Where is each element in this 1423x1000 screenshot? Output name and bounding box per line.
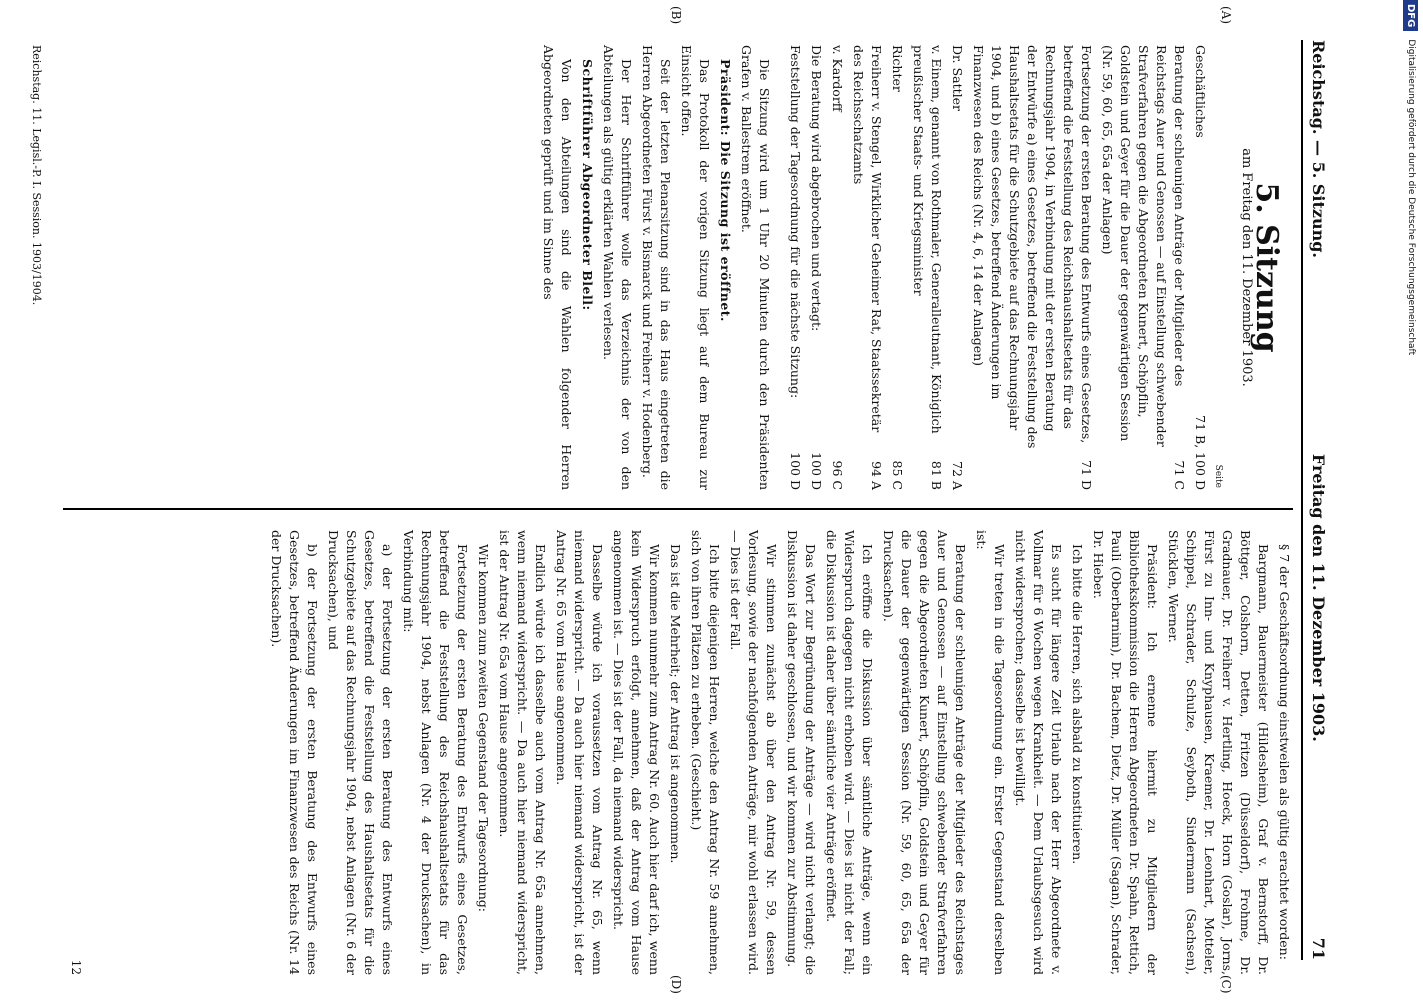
paragraph: Seit der letzten Plenarsitzung sind in das Haus eingetreten die Herren Abgeordneten Fürst v. Bismarck und Freiherr v. Hodenberg. — [640, 45, 673, 490]
digitization-note-text: Digitalisierung gefördert durch die Deutsche Forschungsgemeinschaft — [1406, 39, 1416, 356]
paragraph: Schriftführer Abgeordneter Blell: — [580, 59, 595, 311]
page-header — [1309, 40, 1335, 960]
paragraph: Wir kommen zum zweiten Gegenstand der Tagesordnung: — [476, 544, 491, 912]
paragraph: Die Sitzung wird um 1 Uhr 20 Minuten durch den Präsidenten Grafen v. Ballestrem eröffnet. — [739, 45, 772, 490]
paragraph: Wir kommen nunmehr zum Antrag Nr. 60. Auch hier darf ich, wenn kein Widerspruch erfolgt, annehmen, daß der Antrag vom Hause angenommen ist. — Dies ist der Fall, da niemand widerspricht. — [611, 530, 662, 975]
header-left: Reichstag. — 5. Sitzung. — [1309, 40, 1328, 258]
paragraph: Ich bitte diejenigen Herren, welche den Antrag Nr. 59 annehmen, sich von ihren Plätzen zu erheben. (Geschieht.) — [689, 530, 722, 975]
header-rule — [1301, 40, 1303, 960]
margin-mark-c: (C) — [1219, 975, 1233, 994]
footer-number: 12 — [69, 959, 83, 975]
page-number: 71 — [1309, 937, 1328, 960]
margin-mark-d: (D) — [669, 975, 683, 994]
header-middle: Freitag den 11. Dezember 1903. — [1309, 453, 1328, 742]
toc-item: Freiherr v. Stengel, Wirklicher Geheimer Rat, Staatssekretär des Reichsschatzamts 94 A — [851, 45, 884, 490]
paragraph: Fortsetzung der ersten Beratung des Entwurfs eines Gesetzes, betreffend die Feststellung des Reichshaushaltsetats für das Rechnungsjahr 1904, nebst Anlagen (Nr. 4 der Drucksachen), in Verbindung mit: — [401, 530, 470, 975]
seite-label: Seite — [1213, 464, 1223, 488]
paragraph: Ich bitte die Herren, sich alsbald zu konstituieren. — [1070, 544, 1085, 865]
paragraph: a) der Fortsetzung der ersten Beratung des Entwurfs eines Gesetzes, betreffend die Feststellung des Haushaltsetats für die Schutzgebiete auf das Rechnungsjahr 1904, nebst Anlagen (Nr. 6 der Drucksachen), und — [326, 530, 395, 975]
paragraph: Endlich würde ich dasselbe auch vom Antrag Nr. 65a annehmen, wenn niemand widerspricht. — Da auch hier niemand widerspricht, ist der Antrag Nr. 65a vom Hause angenommen. — [497, 530, 548, 975]
toc-item: Die Beratung wird abgebrochen und vertagt: 100 D — [809, 45, 824, 490]
paragraph: Wir stimmen zunächst ab über den Antrag Nr. 59, dessen Vorlesung, sowie der nachfolgenden Anträge, mir wohl erlassen wird. — Dies ist der Fall. — [728, 530, 779, 975]
paragraph: Das ist die Mehrheit; der Antrag ist angenommen. — [668, 544, 683, 864]
paragraph: Beratung der schleunigen Anträge der Mitglieder des Reichstages Auer und Genossen — auf Einstellung schwebender Strafverfahren gegen die Abgeordneten Kunert, Schöpflin, Goldstein und Geyer für die Dauer der gegenwärtigen Session (Nr. 59, 60, 65, 65a der Drucksachen). — [881, 530, 968, 975]
paragraph: Präsident: Ich ernenne hiermit zu Mitgliedern der Bibliothekskommission die Herren Abgeordneten Dr. Spahn, Rettich, Pauli (Oberbarnim), Dr. Bachem, Dietz, Dr. Müller (Sagan), Schrader, Dr. Hieber. — [1091, 530, 1160, 975]
paragraph: Es sucht für längere Zeit Urlaub nach der Herr Abgeordnete v. Vollmar für 6 Wochen wegen Krankheit. — Dem Urlaubsgesuch wird nicht widersprochen; dasselbe ist bewilligt. — [1013, 530, 1064, 975]
table-of-contents — [786, 45, 1209, 490]
toc-item: v. Kardorff 96 C — [830, 45, 845, 490]
column-divider — [63, 508, 1293, 510]
paragraph: Bargmann, Bauermeister (Hildesheim), Graf v. Bernstorff, Dr. Böttger, Colshorn, Detten, Fritzen (Düsseldorf), Frohme, Dr. Gradnauer, Dr. Freiherr v. Hertling, Hoeck, Horn (Goslar), Jorns, Fürst zu Inn- und Knyphausen, Kraemer, Dr. Leonhart, Motteler, Schippel, Schrader, Schulze, Seyboth, Sindermann (Sachsen), Stücklen, Werner. — [1166, 530, 1271, 975]
toc-item: Geschäftliches 71 B, 100 D — [1193, 45, 1208, 490]
toc-item: Feststellung der Tagesordnung für die nächste Sitzung: 100 D — [788, 45, 803, 490]
session-subtitle: am Freitag den 11. Dezember 1903. — [1239, 148, 1254, 387]
session-title: 5. Sitzung — [1249, 182, 1284, 353]
paragraph: § 7 der Geschäftsordnung einstweilen als gültig erachtet worden: — [1277, 544, 1292, 960]
dfg-logo: DFG — [1404, 0, 1419, 31]
toc-item: Richter 85 C — [890, 45, 905, 490]
paragraph: Wir treten in die Tagesordnung ein. Erster Gegenstand derselben ist: — [974, 530, 1007, 975]
digitization-note — [1399, 0, 1423, 1000]
paragraph: Das Wort zur Begründung der Anträge — wird nicht verlangt; die Diskussion ist daher geschlossen, und wir kommen zur Abstimmung. — [785, 530, 818, 975]
right-column — [63, 530, 1293, 975]
toc-item: v. Einem, genannt von Rothmaler, Generalleutnant, Königlich preußischer Staats- und Kriegsminister 81 B — [911, 45, 944, 490]
left-column — [63, 45, 1293, 490]
paragraph: Ich eröffne die Diskussion über sämtliche Anträge, wenn ein Widerspruch dagegen nicht erhoben wird. — Dies ist nicht der Fall; die Diskussion ist daher über sämtliche vier Anträge eröffnet. — [824, 530, 875, 975]
paragraph: b) der Fortsetzung der ersten Beratung des Entwurfs eines Gesetzes, betreffend Änderungen im Finanzwesen des Reichs (Nr. 14 der Drucksachen). — [269, 530, 320, 975]
margin-mark-a: (A) — [1219, 6, 1233, 25]
page-footer: Reichstag. 11. Legisl.-P. I. Session. 1903/1904. — [30, 45, 43, 306]
paragraph: Von den Abteilungen sind die Wahlen folgender Herren Abgeordneten geprüft und im Sinne des — [541, 45, 574, 490]
paragraph: Dasselbe würde ich voraussetzen vom Antrag Nr. 65, wenn niemand widerspricht. — Da auch hier niemand widerspricht, ist der Antrag Nr. 65 vom Hause angenommen. — [554, 530, 605, 975]
toc-item: Beratung der schleunigen Anträge der Mitglieder des Reichstags Auer und Genossen — auf Einstellung schwebender Strafverfahren gegen die Abgeordneten Kunert, Schöpflin, Goldstein und Geyer für die Dauer der gegenwärtigen Session (Nr. 59, 60, 65, 65a der Anlagen) 71 C — [1100, 45, 1187, 490]
margin-mark-b: (B) — [669, 6, 683, 25]
toc-item: Dr. Sattler 72 A — [950, 45, 965, 490]
paragraph: Das Protokoll der vorigen Sitzung liegt auf dem Bureau zur Einsicht offen. — [679, 45, 712, 490]
paragraph: Präsident: Die Sitzung ist eröffnet. — [718, 59, 733, 322]
toc-item: Fortsetzung der ersten Beratung des Entwurfs eines Gesetzes, betreffend die Feststellung des Reichshaushaltsetats für das Rechnungsjahr 1904, in Verbindung mit der ersten Beratung der Entwürfe a) eines Gesetzes, betreffend die Feststellung des Haushaltsetats für die Schutzgebiete auf das Rechnungsjahr 1904, und b) eines Gesetzes, betreffend Änderungen im Finanzwesen des Reichs (Nr. 4, 6, 14 der Anlagen) 71 D — [971, 45, 1094, 490]
paragraph: Der Herr Schriftführer wolle das Verzeichnis der von den Abteilungen als gültig erklärten Wahlen verlesen. — [601, 45, 634, 490]
